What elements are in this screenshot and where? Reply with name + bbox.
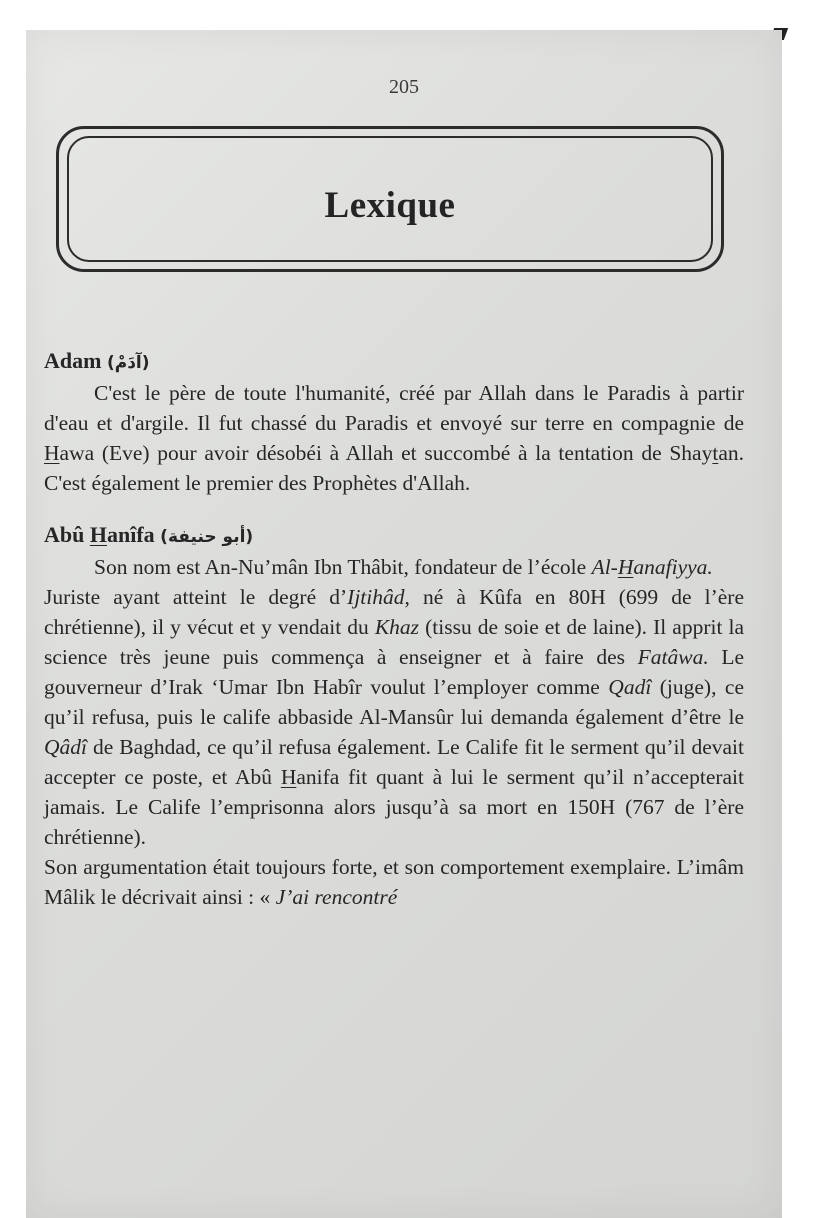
section-title: Lexique xyxy=(324,185,456,226)
entry-abu-hanifa xyxy=(44,520,744,912)
entry-title: Adam (آدَمْ) xyxy=(44,348,150,373)
title-frame-inner xyxy=(67,136,713,262)
entry-continuation: Son argumentation était toujours forte, et son comportement exemplaire. L’imâm Mâlik le décrivait ainsi : « J’ai rencontré xyxy=(44,855,744,909)
entry-definition: C'est le père de toute l'humanité, créé par Allah dans le Paradis à partir d'eau et d'argile. Il fut chassé du Paradis et envoyé sur terre en compagnie de Hawa (Eve) pour avoir désobéi à Allah et succombé à la tentation de Shaytan. C'est également le premier des Prophètes d'Allah. xyxy=(44,381,744,495)
entry-definition: Juriste ayant atteint le degré d’Ijtihâd, né à Kûfa en 80H (699 de l’ère chrétienne), il y vécut et y vendait du Khaz (tissu de soie et de laine). Il apprit la science très jeune puis commença à enseigner et à faire des Fatâwa. Le gouverneur d’Irak ‘Umar Ibn Habîr voulut l’employer comme Qadî (juge), ce qu’il refusa, puis le calife abbaside Al-Mansûr lui demanda également d’être le Qâdî de Baghdad, ce qu’il refusa également. Le Calife fit le serment qu’il devait accepter ce poste, et Abû Hanifa fit quant à lui le serment qu’il n’accepterait jamais. Le Calife l’emprisonna alors jusqu’à sa mort en 150H (767 de l’ère chrétienne). xyxy=(44,585,745,849)
title-frame xyxy=(56,126,724,272)
entry-intro: Son nom est An-Nu’mân Ibn Thâbit, fondateur de l’école Al-Hanafiyya. xyxy=(94,555,713,579)
entry-name: Abû Hanîfa xyxy=(44,522,155,547)
entry-arabic: آدَمْ xyxy=(114,353,142,373)
entry-name: Adam xyxy=(44,348,102,373)
entry-adam xyxy=(44,346,744,498)
entry-arabic: أبو حنيفة xyxy=(167,527,246,547)
entry-title: Abû Hanîfa (أبو حنيفة) xyxy=(44,522,254,547)
page-number: 205 xyxy=(389,76,419,98)
lexicon-body xyxy=(44,346,744,934)
book-page xyxy=(26,30,782,1218)
